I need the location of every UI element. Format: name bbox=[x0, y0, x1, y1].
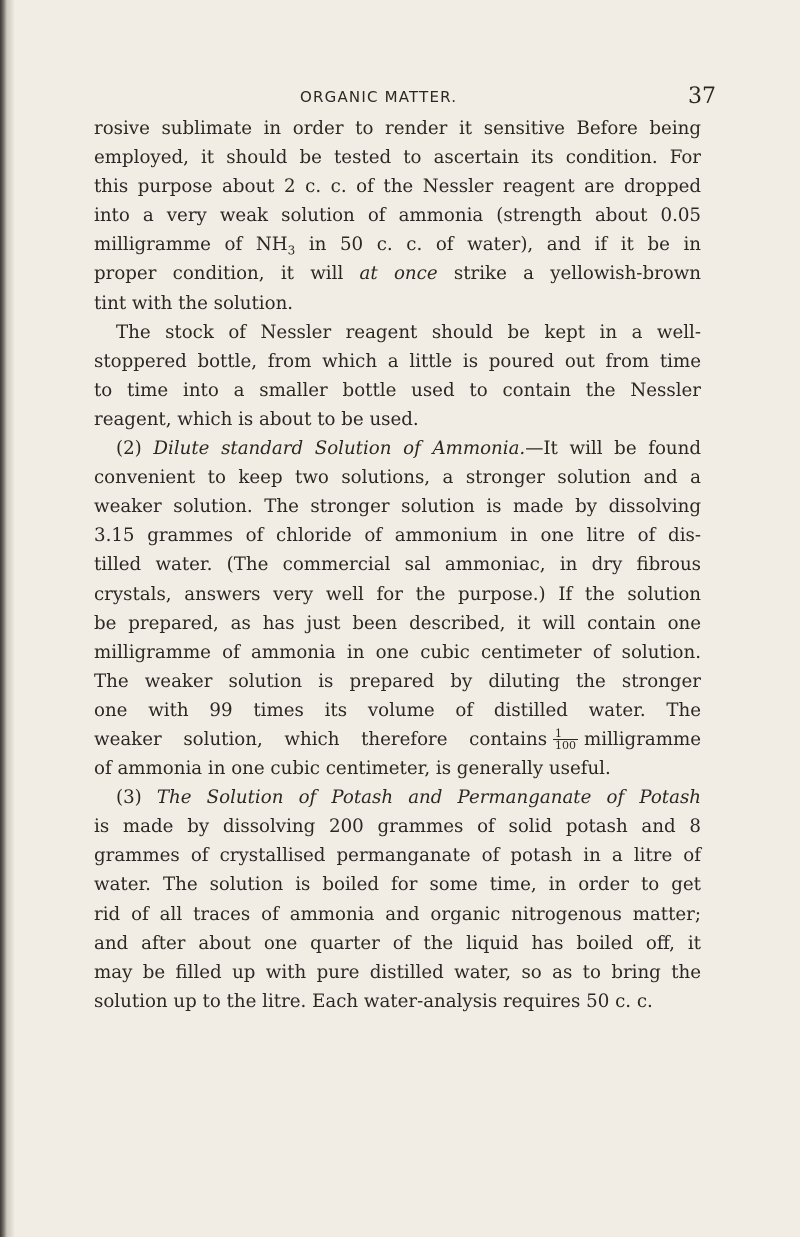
text-line: crystals, answers very well for the purpose.) If the solution bbox=[94, 583, 701, 605]
text-segment: (3) bbox=[116, 787, 157, 809]
text-segment: weaker solution, which therefore contains bbox=[94, 728, 548, 750]
text-line: tint with the solution. bbox=[94, 292, 294, 314]
text-line: to time into a smaller bottle used to contain the Nessler bbox=[94, 379, 701, 401]
text-line: milligramme of ammonia in one cubic centimeter of solution. bbox=[94, 641, 701, 663]
text-line: grammes of crystallised permanganate of potash in a litre of bbox=[94, 845, 701, 867]
text-line: convenient to keep two solutions, a stronger solution and a bbox=[94, 467, 701, 489]
text-segment: —It will be found bbox=[525, 438, 701, 460]
text-line: water. The solution is boiled for some time, in order to get bbox=[94, 874, 701, 896]
body-text bbox=[94, 114, 701, 1016]
text-line: tilled water. (The commercial sal ammoniac, in dry fibrous bbox=[94, 554, 701, 576]
text-line bbox=[94, 725, 701, 754]
text-segment: milligramme bbox=[584, 728, 701, 750]
subscript: 3 bbox=[287, 244, 296, 259]
text-line: one with 99 times its volume of distilled water. The bbox=[94, 699, 701, 721]
text-segment: (2) bbox=[116, 438, 154, 460]
text-line: may be filled up with pure distilled water, so as to bring the bbox=[94, 961, 701, 983]
text-line: this purpose about 2 c. c. of the Nessler reagent are dropped bbox=[94, 176, 701, 198]
text-line bbox=[94, 434, 701, 463]
text-line: rosive sublimate in order to render it sensitive Before being bbox=[94, 118, 701, 139]
fraction-numerator: 1 bbox=[553, 728, 578, 740]
text-line: solution up to the litre. Each water-analysis requires 50 c. c. bbox=[94, 990, 653, 1012]
book-spine-shadow bbox=[0, 0, 14, 1237]
text-line: of ammonia in one cubic centimeter, is generally useful. bbox=[94, 758, 611, 780]
paragraph-stock-reagent bbox=[94, 318, 701, 434]
page-number: 37 bbox=[688, 84, 716, 109]
paragraph-nessler-test bbox=[94, 114, 701, 318]
section-heading: The Solution of Potash and Permanganate of Potash bbox=[156, 787, 701, 809]
page-header bbox=[0, 84, 800, 114]
fraction bbox=[553, 728, 578, 751]
text-line: weaker solution. The stronger solution is made by dissolving bbox=[94, 496, 701, 518]
text-line: and after about one quarter of the liquid has boiled off, it bbox=[94, 932, 701, 954]
text-line: The weaker solution is prepared by diluting the stronger bbox=[94, 670, 701, 692]
text-line: stoppered bottle, from which a little is poured out from time bbox=[94, 350, 701, 372]
text-line bbox=[94, 230, 701, 259]
text-line: employed, it should be tested to ascertain its condition. For bbox=[94, 147, 701, 169]
text-line bbox=[94, 259, 701, 288]
text-line: is made by dissolving 200 grammes of solid potash and 8 bbox=[94, 816, 701, 838]
text-line: The stock of Nessler reagent should be kept in a well- bbox=[116, 321, 701, 343]
text-segment: milligramme of NH bbox=[94, 234, 288, 256]
text-line: rid of all traces of ammonia and organic nitrogenous matter; bbox=[94, 903, 701, 925]
text-segment: in 50 c. c. of water), and if it be in bbox=[295, 234, 702, 256]
text-line: reagent, which is about to be used. bbox=[94, 408, 419, 430]
text-line bbox=[94, 783, 701, 812]
text-segment: proper condition, it will bbox=[94, 263, 360, 285]
paragraph-potash-permanganate bbox=[94, 783, 701, 1016]
italic-text: at once bbox=[359, 263, 438, 285]
text-segment: strike a yellowish-brown bbox=[437, 263, 702, 285]
text-line: be prepared, as has just been described, it will contain one bbox=[94, 612, 701, 634]
running-title: ORGANIC MATTER. bbox=[300, 88, 458, 106]
text-line: into a very weak solution of ammonia (strength about 0.05 bbox=[94, 205, 701, 227]
section-heading: Dilute standard Solution of Ammonia. bbox=[153, 438, 526, 460]
paragraph-dilute-ammonia bbox=[94, 434, 701, 783]
text-line: 3.15 grammes of chloride of ammonium in one litre of dis- bbox=[94, 525, 701, 547]
fraction-denominator: 100 bbox=[555, 739, 577, 753]
